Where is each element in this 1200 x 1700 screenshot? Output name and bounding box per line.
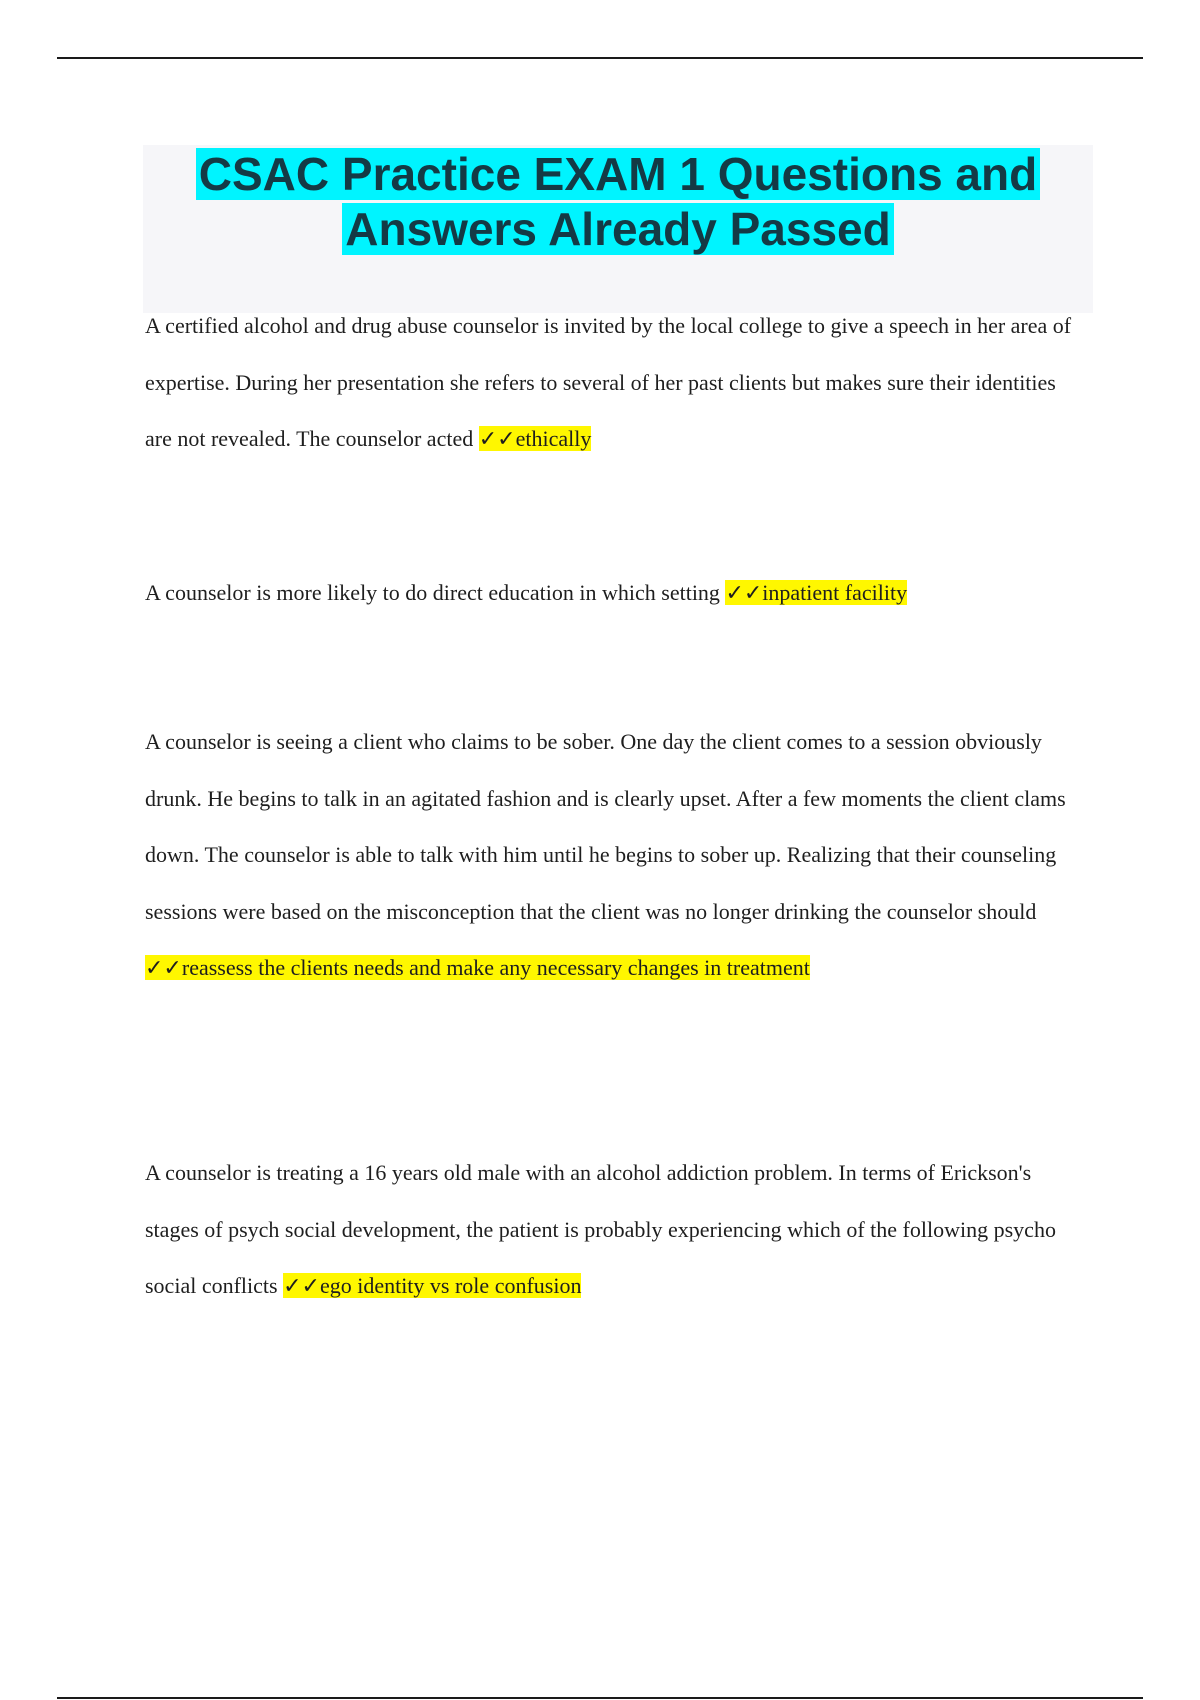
title-line-2: Answers Already Passed [342, 203, 893, 255]
title-line-1: CSAC Practice EXAM 1 Questions and [196, 148, 1040, 200]
question-item [145, 565, 1085, 622]
question-text: A counselor is more likely to do direct education in which setting [145, 580, 720, 605]
question-item [145, 1145, 1085, 1315]
question-text: A certified alcohol and drug abuse counselor is invited by the local college to give a speech in her area of expertise. During her presentation she refers to several of her past clients but makes sure their identities are not revealed. The counselor acted [145, 313, 1072, 451]
title-block [143, 145, 1093, 313]
document-title [143, 145, 1093, 257]
question-item [145, 298, 1085, 468]
answer-text: ✓✓ethically [478, 426, 592, 451]
question-text: A counselor is treating a 16 years old male with an alcohol addiction problem. In terms of Erickson's stages of psych social development, the patient is probably experiencing which of the following psycho social conflicts [145, 1160, 1056, 1298]
top-rule [57, 57, 1143, 59]
answer-text: ✓✓inpatient facility [725, 580, 908, 605]
bottom-rule [57, 1697, 1143, 1699]
question-text: A counselor is seeing a client who claims to be sober. One day the client comes to a session obviously drunk. He begins to talk in an agitated fashion and is clearly upset. After a few moments the client clams down. The counselor is able to talk with him until he begins to sober up. Realizing that their counseling sessions were based on the misconception that the client was no longer drinking the counselor should [145, 729, 1066, 924]
answer-text: ✓✓reassess the clients needs and make any necessary changes in treatment [145, 955, 810, 980]
answer-text: ✓✓ego identity vs role confusion [283, 1273, 582, 1298]
question-item [145, 714, 1085, 997]
